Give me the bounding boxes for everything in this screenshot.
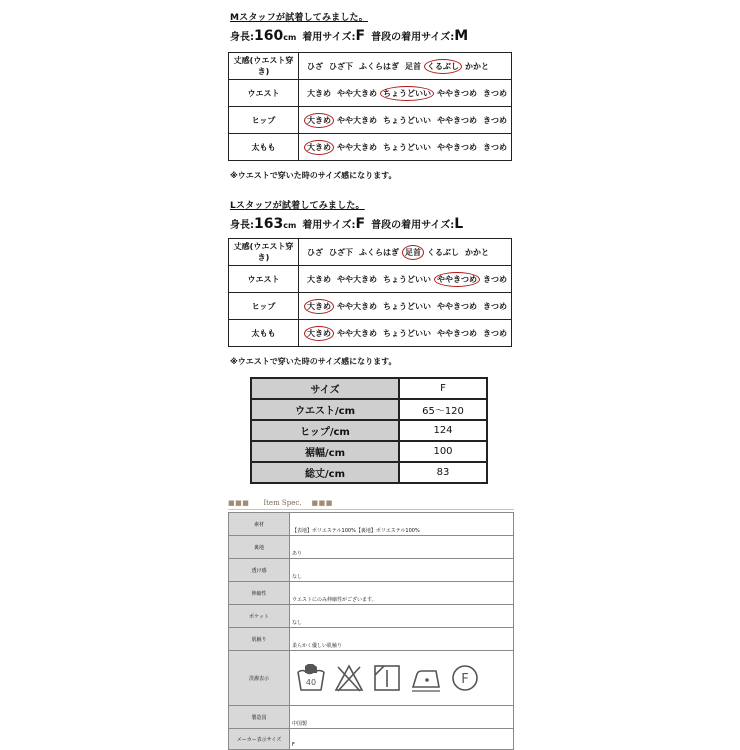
fit-option: ちょうどいい bbox=[383, 115, 431, 125]
spec-key: 製造国 bbox=[229, 706, 290, 729]
fit-option: やや大きめ bbox=[337, 115, 377, 125]
spec-value: あり bbox=[290, 536, 514, 559]
fit-row-label: ウエスト bbox=[229, 266, 299, 293]
fit-option-selected: ちょうどいい bbox=[383, 88, 431, 98]
usual-size-value: L bbox=[454, 216, 464, 232]
spec-row bbox=[229, 513, 514, 536]
fit-row bbox=[229, 134, 512, 161]
size-row-key: 裾幅/cm bbox=[251, 441, 399, 462]
spec-row bbox=[229, 628, 514, 651]
spec-value: なし bbox=[290, 559, 514, 582]
size-row bbox=[251, 420, 487, 441]
fit-option: やや大きめ bbox=[337, 301, 377, 311]
fit-row-options bbox=[299, 107, 512, 134]
fit-option: ひざ下 bbox=[329, 247, 353, 257]
spec-key: 透け感 bbox=[229, 559, 290, 582]
fit-row-label: 丈感(ウエスト穿き) bbox=[229, 53, 299, 80]
size-row-key: 総丈/cm bbox=[251, 462, 399, 483]
size-header-key: サイズ bbox=[251, 378, 399, 399]
fit-row-options bbox=[299, 320, 512, 347]
spec-value: ウエストにのみ伸縮性がございます。 bbox=[290, 582, 514, 605]
size-header-value: F bbox=[399, 378, 487, 399]
fit-option: ちょうどいい bbox=[383, 274, 431, 284]
height-unit: cm bbox=[283, 221, 297, 230]
size-table-header bbox=[251, 378, 487, 399]
size-table bbox=[250, 377, 488, 484]
fit-option: ひざ下 bbox=[329, 61, 353, 71]
fit-option: きつめ bbox=[483, 115, 507, 125]
fit-option-selected: 大きめ bbox=[307, 142, 331, 152]
usual-size-value: M bbox=[454, 28, 469, 44]
size-row-value: 65～120 bbox=[399, 399, 487, 420]
fit-option: やや大きめ bbox=[337, 274, 377, 284]
dry-clean-f-icon bbox=[450, 663, 480, 693]
spec-value: 中国製 bbox=[290, 706, 514, 729]
spec-row bbox=[229, 729, 514, 750]
tried-size-value: F bbox=[355, 216, 366, 232]
fit-option: ふくらはぎ bbox=[359, 61, 399, 71]
fit-option: ややきつめ bbox=[437, 88, 477, 98]
l-staff-stats bbox=[230, 216, 463, 232]
l-staff-heading: Lスタッフが試着してみました。 bbox=[230, 201, 365, 211]
spec-row bbox=[229, 706, 514, 729]
tried-size-value: F bbox=[355, 28, 366, 44]
fit-option: 大きめ bbox=[307, 88, 331, 98]
fit-row-length bbox=[229, 239, 512, 266]
fit-row-label: ヒップ bbox=[229, 107, 299, 134]
spec-key: 裏地 bbox=[229, 536, 290, 559]
fit-option-selected: 大きめ bbox=[307, 301, 331, 311]
height-value: 163 bbox=[254, 216, 284, 232]
item-spec-title bbox=[228, 499, 333, 507]
spec-row-care bbox=[229, 651, 514, 706]
spec-key: 肌触り bbox=[229, 628, 290, 651]
tried-size-label: 着用サイズ: bbox=[302, 220, 356, 231]
m-staff-heading: Mスタッフが試着してみました。 bbox=[230, 13, 368, 23]
svg-text:F: F bbox=[461, 672, 469, 687]
fit-row-label: ヒップ bbox=[229, 293, 299, 320]
hand-wash-icon bbox=[296, 663, 326, 693]
item-spec-title-text: Item Spec. bbox=[263, 499, 302, 507]
line-dry-shade-icon bbox=[372, 663, 402, 693]
fit-option: やや大きめ bbox=[337, 328, 377, 338]
fit-row-label: ウエスト bbox=[229, 80, 299, 107]
l-staff-note: ※ウエストで穿いた時のサイズ感になります。 bbox=[230, 357, 397, 366]
fit-row-label: 丈感(ウエスト穿き) bbox=[229, 239, 299, 266]
fit-option: ふくらはぎ bbox=[359, 247, 399, 257]
spec-key: メーカー表示サイズ bbox=[229, 729, 290, 750]
fit-option: きつめ bbox=[483, 142, 507, 152]
fit-option: きつめ bbox=[483, 328, 507, 338]
spec-value: なし bbox=[290, 605, 514, 628]
item-spec-divider bbox=[228, 509, 514, 510]
fit-option-selected: 大きめ bbox=[307, 328, 331, 338]
height-unit: cm bbox=[283, 33, 297, 42]
height-value: 160 bbox=[254, 28, 284, 44]
spec-row bbox=[229, 536, 514, 559]
fit-row bbox=[229, 80, 512, 107]
tried-size-label: 着用サイズ: bbox=[302, 32, 356, 43]
fit-option: ややきつめ bbox=[437, 115, 477, 125]
fit-option: きつめ bbox=[483, 88, 507, 98]
spec-key: ポケット bbox=[229, 605, 290, 628]
fit-row bbox=[229, 320, 512, 347]
size-row bbox=[251, 399, 487, 420]
size-row-value: 124 bbox=[399, 420, 487, 441]
fit-row-options bbox=[299, 80, 512, 107]
fit-option: ややきつめ bbox=[437, 301, 477, 311]
spec-key: 洗濯表示 bbox=[229, 651, 290, 706]
fit-option: かかと bbox=[465, 61, 489, 71]
spec-value: F bbox=[290, 729, 514, 750]
fit-row-options bbox=[299, 266, 512, 293]
size-row bbox=[251, 441, 487, 462]
height-label: 身長: bbox=[230, 220, 254, 231]
deco-squares-icon: ■■■ bbox=[311, 499, 333, 507]
fit-row bbox=[229, 293, 512, 320]
fit-option: ちょうどいい bbox=[383, 301, 431, 311]
fit-option: ちょうどいい bbox=[383, 328, 431, 338]
deco-squares-icon: ■■■ bbox=[228, 499, 250, 507]
fit-option: やや大きめ bbox=[337, 142, 377, 152]
fit-option-selected: ややきつめ bbox=[437, 274, 477, 284]
fit-row-options bbox=[299, 293, 512, 320]
fit-option: やや大きめ bbox=[337, 88, 377, 98]
fit-row-length bbox=[229, 53, 512, 80]
fit-row-options bbox=[299, 134, 512, 161]
fit-option: ちょうどいい bbox=[383, 142, 431, 152]
fit-option-selected: 足首 bbox=[405, 247, 421, 257]
no-bleach-icon bbox=[334, 663, 364, 693]
spec-row bbox=[229, 582, 514, 605]
usual-size-label: 普段の着用サイズ: bbox=[371, 32, 455, 43]
spec-row bbox=[229, 559, 514, 582]
spec-row bbox=[229, 605, 514, 628]
l-staff-fit-table bbox=[228, 238, 512, 347]
fit-row-label: 太もも bbox=[229, 134, 299, 161]
spec-value: 【表地】ポリエステル100%【裏地】ポリエステル100% bbox=[290, 513, 514, 536]
fit-option: 足首 bbox=[405, 61, 421, 71]
fit-option: ややきつめ bbox=[437, 328, 477, 338]
fit-row-options bbox=[299, 53, 512, 80]
fit-option: ひざ bbox=[307, 247, 323, 257]
fit-option: きつめ bbox=[483, 274, 507, 284]
fit-option: かかと bbox=[465, 247, 489, 257]
fit-option: ひざ bbox=[307, 61, 323, 71]
m-staff-fit-table bbox=[228, 52, 512, 161]
spec-value: 柔らかく優しい肌触り bbox=[290, 628, 514, 651]
size-row-value: 100 bbox=[399, 441, 487, 462]
fit-option-selected: くるぶし bbox=[427, 61, 459, 71]
fit-option: きつめ bbox=[483, 301, 507, 311]
spec-key: 素材 bbox=[229, 513, 290, 536]
fit-option: 大きめ bbox=[307, 274, 331, 284]
fit-option-selected: 大きめ bbox=[307, 115, 331, 125]
size-row-key: ウエスト/cm bbox=[251, 399, 399, 420]
size-row-value: 83 bbox=[399, 462, 487, 483]
fit-row-options bbox=[299, 239, 512, 266]
fit-row bbox=[229, 107, 512, 134]
m-staff-stats bbox=[230, 28, 468, 44]
fit-row bbox=[229, 266, 512, 293]
m-staff-note: ※ウエストで穿いた時のサイズ感になります。 bbox=[230, 171, 397, 180]
item-spec-table bbox=[228, 512, 514, 750]
fit-option: くるぶし bbox=[427, 247, 459, 257]
size-row-key: ヒップ/cm bbox=[251, 420, 399, 441]
svg-text:40: 40 bbox=[305, 678, 317, 687]
height-label: 身長: bbox=[230, 32, 254, 43]
fit-option: ややきつめ bbox=[437, 142, 477, 152]
size-row bbox=[251, 462, 487, 483]
spec-key: 伸縮性 bbox=[229, 582, 290, 605]
care-icons bbox=[290, 651, 514, 706]
usual-size-label: 普段の着用サイズ: bbox=[371, 220, 455, 231]
iron-low-icon bbox=[410, 663, 442, 693]
fit-row-label: 太もも bbox=[229, 320, 299, 347]
